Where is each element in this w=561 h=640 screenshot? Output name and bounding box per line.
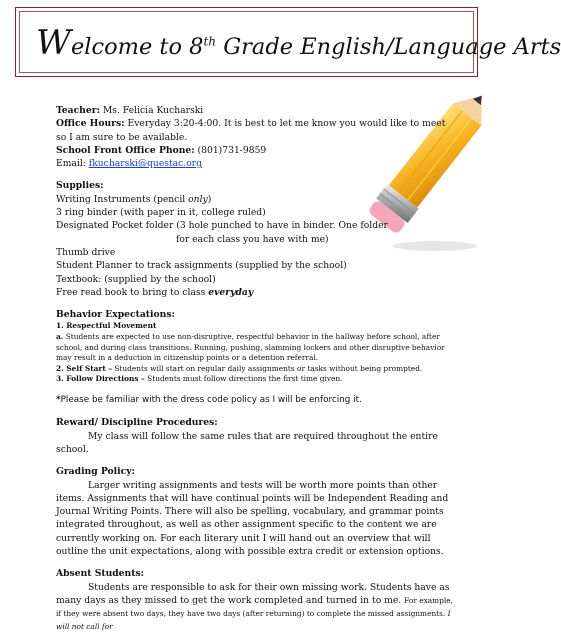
supply-item: Student Planner to track assignments (supplied by the school): [56, 260, 347, 272]
syllabus-content: [56, 104, 456, 634]
teacher-line: [56, 104, 456, 117]
supply-item: Designated Pocket folder (3 hole punched to have in binder. One folder: [56, 220, 388, 232]
email-link[interactable]: fkucharski@questac.org: [88, 158, 203, 170]
rule-1-title: 1. Respectful Movement: [56, 321, 157, 331]
office-hours-label: Office Hours:: [56, 118, 125, 130]
title-initial: W: [36, 23, 71, 63]
reward-text: My class will follow the same rules that are required throughout the entire school.: [56, 430, 438, 455]
title-banner: [15, 7, 561, 77]
grading-text: Larger writing assignments and tests will be worth more points than other items. Assignments that will have continual points will be Independent Reading and Journal Writing Points. There will also be spelling, vocabulary, and grammar points integrated throughout, as well as other assignment specific to the content we are currently working on. For each literary unit I will hand out an overview that will outline the unit expectations, along with possible extra credit or extension options.: [56, 479, 449, 557]
grading-heading: Grading Policy:: [56, 466, 135, 478]
behavior-rules: [56, 321, 456, 385]
office-hours-line: [56, 117, 451, 144]
teacher-value: Ms. Felicia Kucharski: [99, 105, 204, 116]
email-label: Email:: [56, 158, 89, 170]
teacher-label: Teacher:: [56, 105, 100, 116]
title-superscript: th: [203, 34, 217, 49]
absent-heading: Absent Students:: [56, 568, 145, 580]
dress-code-note: *Please be familiar with the dress code policy as I will be enforcing it.: [56, 395, 362, 406]
email-line: [56, 157, 456, 170]
supply-item: Writing Instruments (pencil only): [56, 193, 212, 205]
supplies-heading: Supplies:: [56, 180, 104, 192]
title-part1: elcome to 8: [70, 34, 204, 60]
behavior-heading: Behavior Expectations:: [56, 309, 175, 321]
rule-2: 2. Self Start – Students will start on regular daily assignments or tasks without being prompted.: [56, 363, 423, 373]
phone-label: School Front Office Phone:: [56, 144, 195, 156]
phone-line: [56, 144, 456, 157]
supply-item-continued: for each class you have with me): [176, 233, 329, 245]
supply-item: Free read book to bring to class everyday: [56, 286, 254, 298]
supply-item: Thumb drive: [56, 246, 116, 258]
supply-item: 3 ring binder (with paper in it, college ruled): [56, 207, 266, 219]
page-title: [36, 23, 561, 63]
office-hours-value: Everyday 3:20-4:00. It is best to let me know you would like to meet so I am sure to be available.: [56, 118, 446, 143]
rule-1a: a. Students are expected to use non-disruptive, respectful behavior in the hallway before school, after school, and during class transitions. Running, pushing, slamming lockers and other disruptive behavior may result in a deduction in citizenship points or a detention referral.: [56, 332, 445, 363]
absent-text: Students are responsible to ask for their own missing work. Students have as many days as they missed to get the work completed and turned in to me. For example, if they were absent two days, they have two days (after returning) to complete the missed assignments. I will not call for: [56, 581, 453, 632]
reward-heading: Reward/ Discipline Procedures:: [56, 417, 218, 429]
phone-value: (801)731-9859: [194, 144, 267, 156]
rule-3: 3. Follow Directions – Students must follow directions the first time given.: [56, 374, 343, 384]
title-part2: Grade English/Language Arts: [216, 34, 561, 60]
supply-item: Textbook: (supplied by the school): [56, 273, 216, 285]
